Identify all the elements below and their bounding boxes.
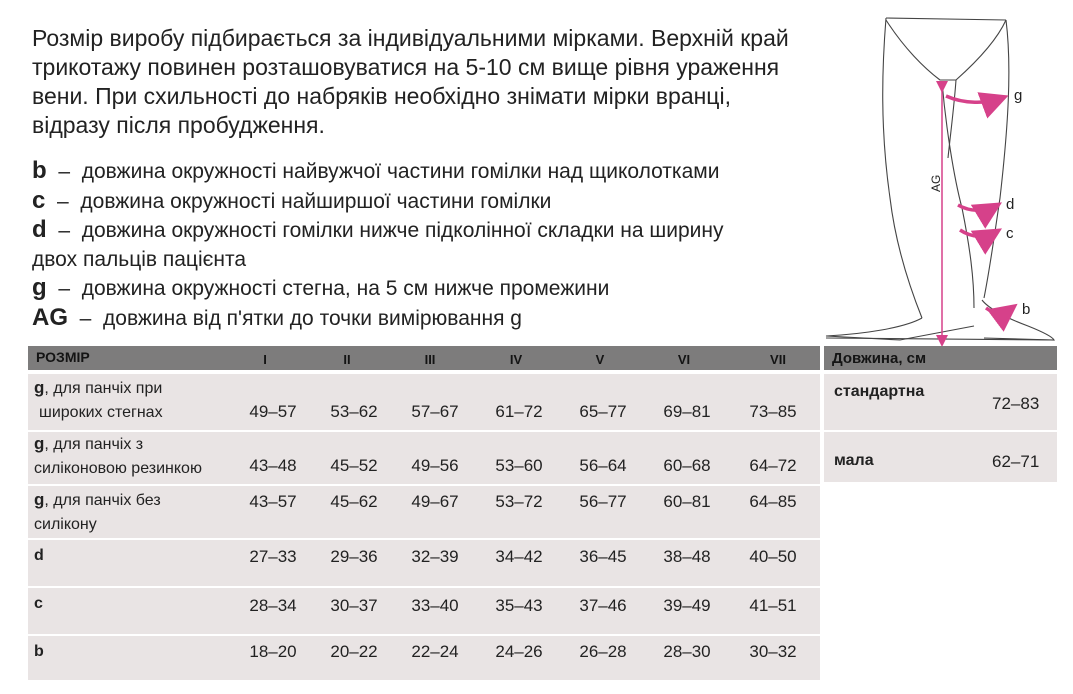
leg-measurement-figure: [824, 8, 1060, 348]
size-cell: 26–28: [579, 642, 627, 661]
row-label: c: [34, 595, 43, 612]
d-label: d: [1006, 196, 1015, 213]
length-table-header: [824, 346, 1057, 370]
size-cell: 43–48: [249, 456, 297, 475]
table-row: [28, 588, 820, 634]
size-cell: 60–68: [663, 456, 711, 475]
length-name: мала: [834, 452, 874, 469]
intro-paragraph: [32, 24, 832, 140]
row-label: [34, 376, 163, 425]
legend-text: довжина від п'ятки до точки вимірювання g: [103, 306, 522, 330]
size-col-header: VII: [770, 352, 786, 367]
size-cell: 45–62: [330, 492, 378, 511]
g-label: g: [1014, 87, 1023, 104]
row-key: g: [34, 378, 45, 397]
length-header-label: Довжина, см: [832, 350, 927, 367]
intro-line: Розмір виробу підбирається за індивідуальними мірками. Верхній край: [32, 25, 789, 51]
b-label: b: [1022, 301, 1031, 318]
size-cell: 73–85: [749, 402, 797, 421]
size-cell: 43–57: [249, 492, 297, 511]
size-cell: 20–22: [330, 642, 378, 661]
size-cell: 45–52: [330, 456, 378, 475]
legend-item-c: [32, 187, 832, 217]
table-row: [28, 540, 820, 586]
legend-text: довжина окружності найвужчої частини гомілки над щиколотками: [81, 160, 720, 183]
length-value: 72–83: [992, 394, 1040, 413]
size-cell: 40–50: [749, 547, 797, 566]
ag-label: AG: [929, 174, 943, 192]
size-cell: 34–42: [495, 547, 543, 566]
legend-item-b: [32, 157, 832, 187]
size-cell: 18–20: [249, 642, 297, 661]
size-col-header: VI: [677, 352, 691, 367]
size-col-header: II: [343, 352, 351, 367]
row-label-line2: широких стегнах: [39, 404, 163, 421]
row-label: b: [34, 643, 44, 660]
size-cell: 49–57: [249, 402, 297, 421]
size-cell: 64–72: [749, 456, 797, 475]
legend-sep: –: [79, 306, 92, 330]
size-cell: 30–37: [330, 596, 378, 615]
legend-sep: –: [58, 160, 71, 183]
length-name: стандартна: [834, 383, 925, 400]
size-cell: 32–39: [411, 547, 459, 566]
size-cell: 57–67: [411, 402, 459, 421]
legend-key: b: [32, 157, 47, 184]
b-band: [986, 308, 1012, 313]
row-label: [34, 432, 202, 481]
size-col-header: I: [263, 352, 267, 367]
size-cell: 49–67: [411, 492, 459, 511]
legend-text: довжина окружності гомілки нижче підколінної складки на ширину: [81, 219, 724, 242]
legend-sep: –: [57, 189, 69, 213]
size-cell: 53–62: [330, 402, 378, 421]
size-cell: 65–77: [579, 402, 627, 421]
c-band: [960, 230, 996, 236]
size-table-header: [28, 346, 820, 370]
legend-sep: –: [58, 277, 71, 300]
size-col-header: IV: [509, 352, 523, 367]
size-cell: 28–30: [663, 642, 711, 661]
size-cell: 36–45: [579, 547, 627, 566]
row-label-line1: , для панчіх з: [44, 436, 144, 453]
size-cell: 37–46: [579, 596, 627, 615]
size-cell: 56–77: [579, 492, 627, 511]
size-cell: 49–56: [411, 456, 459, 475]
length-row: [824, 432, 1057, 482]
row-key: g: [34, 490, 45, 509]
legend-item-d: [32, 216, 832, 246]
legend-text: довжина окружності стегна, на 5 см нижче промежини: [81, 277, 610, 300]
legend-item-ag: [32, 304, 832, 334]
legend-key: AG: [32, 303, 68, 331]
size-cell: 61–72: [495, 402, 543, 421]
legend-item-d-continued: двох пальців пацієнта: [32, 247, 246, 271]
size-cell: 39–49: [663, 596, 711, 615]
size-col-header: III: [424, 352, 436, 367]
legend-text: довжина окружності найширшої частини гомілки: [80, 189, 552, 213]
size-cell: 53–60: [495, 456, 543, 475]
row-label-line1: , для панчіх без: [44, 492, 161, 509]
size-cell: 22–24: [411, 642, 459, 661]
length-row: [824, 374, 1057, 430]
d-band: [958, 205, 996, 210]
row-label-line2: силіконовою резинкою: [34, 460, 202, 477]
size-cell: 24–26: [495, 642, 543, 661]
row-label-line1: , для панчіх при: [44, 380, 163, 397]
table-row: [28, 486, 820, 538]
size-header-label: РОЗМІР: [36, 349, 90, 365]
size-cell: 60–81: [663, 492, 711, 511]
table-row: [28, 636, 820, 680]
size-cell: 56–64: [579, 456, 627, 475]
row-label: [34, 488, 161, 537]
c-label: c: [1006, 225, 1014, 242]
size-cell: 35–43: [495, 596, 543, 615]
row-label-line2: силікону: [34, 516, 97, 533]
legend-key: c: [32, 186, 46, 214]
size-cell: 38–48: [663, 547, 711, 566]
size-cell: 33–40: [411, 596, 459, 615]
legend-key: d: [32, 216, 47, 243]
legend-key: g: [32, 274, 47, 301]
size-cell: 27–33: [249, 547, 297, 566]
table-row: [28, 432, 820, 484]
size-cell: 28–34: [249, 596, 297, 615]
size-cell: 69–81: [663, 402, 711, 421]
intro-line: відразу після пробудження.: [32, 112, 325, 138]
size-col-header: V: [595, 352, 605, 367]
legend-sep: –: [58, 219, 71, 242]
row-key: g: [34, 434, 45, 453]
table-row: [28, 374, 820, 430]
size-cell: 53–72: [495, 492, 543, 511]
length-value: 62–71: [992, 452, 1040, 471]
size-cell: 30–32: [749, 642, 797, 661]
size-cell: 41–51: [749, 596, 797, 615]
size-cell: 29–36: [330, 547, 378, 566]
measurement-legend: [32, 157, 832, 333]
legend-item-g: [32, 274, 832, 304]
row-label: d: [34, 547, 44, 564]
intro-line: трикотажу повинен розташовуватися на 5-10 см вище рівня ураження: [32, 54, 780, 80]
intro-line: вени. При схильності до набряків необхідно знімати мірки вранці,: [32, 83, 731, 109]
size-cell: 64–85: [749, 492, 797, 511]
